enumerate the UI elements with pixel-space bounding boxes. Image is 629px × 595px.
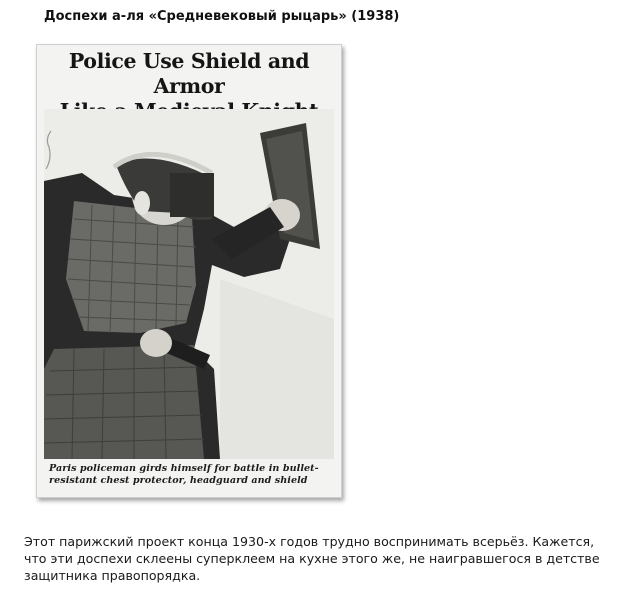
- description-line-1: Этот парижский проект конца 1930-х годов трудно воспринимать всерьёз. Кажется,: [24, 534, 595, 549]
- policeman-in-armor-illustration: [44, 109, 334, 459]
- policeman-photo: [44, 109, 334, 459]
- caption-line-1: Paris policeman girds himself for battle in bullet-: [49, 463, 319, 474]
- caption-line-2: resistant chest protector, headguard and shield: [49, 475, 308, 486]
- page-title: Доспехи а-ля «Средневековый рыцарь» (1938): [44, 9, 400, 24]
- description-paragraph: [24, 533, 624, 584]
- photo-caption: [49, 463, 331, 487]
- description-line-2: что эти доспехи склеены суперклеем на кухне этого же, не наигравшегося в детстве: [24, 551, 600, 566]
- description-line-3: защитника правопорядка.: [24, 568, 201, 583]
- newspaper-clipping: [36, 44, 342, 498]
- headline-line-1: Police Use Shield and Armor: [68, 49, 310, 98]
